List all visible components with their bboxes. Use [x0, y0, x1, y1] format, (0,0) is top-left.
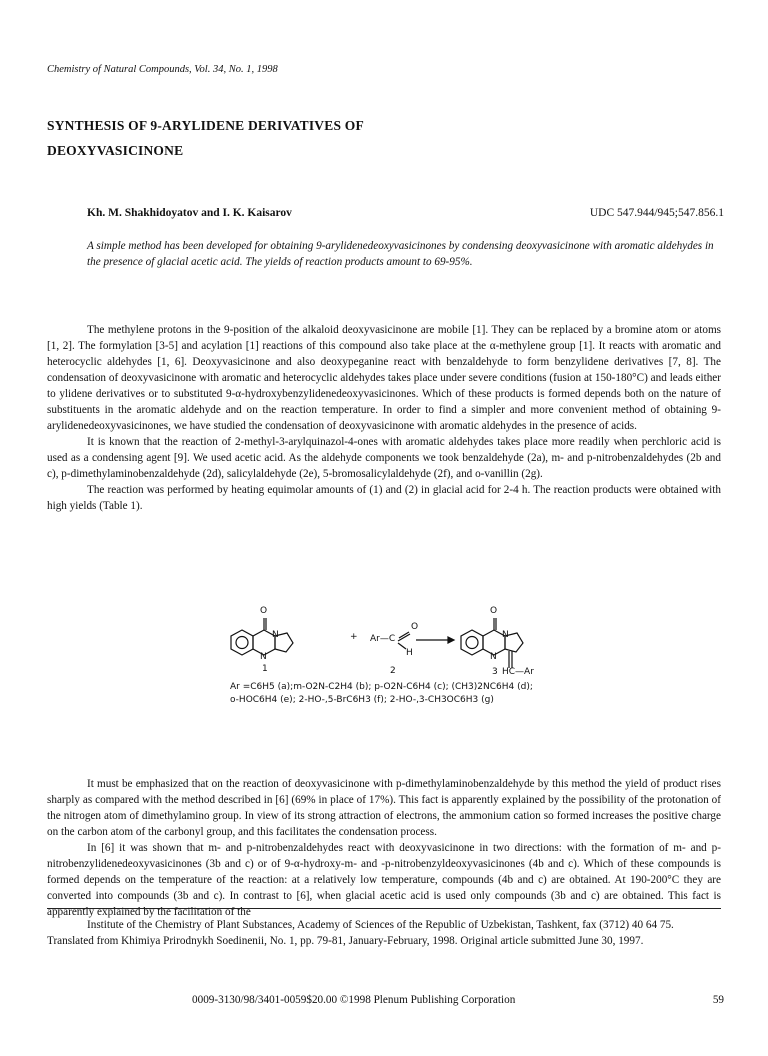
abstract: A simple method has been developed for obtaining 9-arylidenedeoxyvasicinones by condensing deoxyvasicinone with aromatic aldehydes in the presence of glacial acetic acid. The yields of reaction products amount to 69-95%.: [87, 240, 714, 268]
paragraph: The reaction was performed by heating equimolar amounts of (1) and (2) in glacial acid for 2-4 h. The reaction products were obtained with high yields (Table 1).: [47, 484, 721, 512]
title-line-1: SYNTHESIS OF 9-ARYLIDENE DERIVATIVES OF: [47, 118, 364, 133]
n-label-1a: N: [272, 630, 279, 640]
footnote-text: Institute of the Chemistry of Plant Substances, Academy of Sciences of the Republic of Uzbekistan, Tashkent, fax (3712) 40 64 75. Translated from Khimiya Prirodnykh Soedinenii, No. 1, pp. 79-81, January-February, 1998. Original article submitted June 30, 1997.: [47, 919, 674, 947]
article-title: [47, 113, 364, 163]
aldehyde-h-label: H: [406, 648, 413, 658]
hc-ar-label: HC—Ar: [502, 667, 534, 677]
page-number: 59: [712, 994, 724, 1006]
n-label-3b: N: [490, 652, 497, 662]
carbonyl-o-label-1: O: [260, 606, 268, 616]
aromatic-circle-3: [466, 637, 478, 649]
compound-label-2: 2: [390, 666, 396, 676]
n-label-1b: N: [260, 652, 267, 662]
benzene-ring-3: [461, 630, 483, 655]
journal-citation: Chemistry of Natural Compounds, Vol. 34, No. 1, 1998: [47, 64, 278, 75]
benzene-ring-1: [231, 630, 253, 655]
scheme-legend: [230, 681, 533, 707]
udc-code: UDC 547.944/945;547.856.1: [589, 207, 724, 219]
authors: Kh. M. Shakhidoyatov and I. K. Kaisarov: [87, 207, 292, 219]
aromatic-circle-1: [236, 637, 248, 649]
paragraph: It is known that the reaction of 2-methyl-3-arylquinazol-4-ones with aromatic aldehydes takes place more readily when perchloric acid is used as a condensing agent [9]. We used acetic acid. As the aldehyde components we took benzaldehyde (2a), m- and p-nitrobenzaldehydes (2b and c), p-dimethylaminobenzaldehyde (2d), salicylaldehyde (2e), 5-bromosalicylaldehyde (2f), and o-vanillin (2g).: [47, 436, 721, 480]
copyright-line: 0009-3130/98/3401-0059$20.00 ©1998 Plenum Publishing Corporation: [192, 994, 516, 1006]
body-text-top: [47, 322, 721, 514]
footnote-divider: [47, 908, 721, 909]
plus-sign: +: [350, 632, 358, 642]
carbonyl-o-label-3: O: [490, 606, 498, 616]
paragraph: It must be emphasized that on the reaction of deoxyvasicinone with p-dimethylaminobenzaldehyde by this method the yield of product rises sharply as compared with the method described in [6] (69% in place of 17%). This fact is apparently explained by the possibility of the protonation of the nitrogen atom of dimethylamino group. In view of its strong attraction of electrons, the ammonium cation so formed increases the positive charge on the carbon atom of the carbonyl group, and this facilitates the condensation process.: [47, 778, 721, 838]
ar-c-label: Ar—C: [370, 634, 396, 644]
legend-line-2: o-HOC6H4 (e); 2-HO-,5-BrC6H3 (f); 2-HO-,3-CH3OC6H3 (g): [230, 695, 494, 705]
title-line-2: DEOXYVASICINONE: [47, 143, 184, 158]
body-text-bottom: [47, 776, 721, 920]
paragraph: In [6] it was shown that m- and p-nitrobenzaldehydes react with deoxyvasicinone in two directions: with the formation of m- and p-nitrobenzylidenedeoxyvasicinones (3b and c) or of 9-α-hydroxy-m- and -p-nitrobenzyldeoxyvasicinones (4b and c). Which of these compounds is formed depends on the temperature of the reaction: at a relatively low temperature, compounds (4b and c) are obtained. At 190-200°C they are converted into compounds (3b and c). In contrast to [6], when glacial acetic acid is used only compounds (3b and c) are obtained. This fact is apparently explained by the facilitation of the: [47, 842, 721, 918]
compound-label-3: 3: [492, 667, 498, 677]
compound-label-1: 1: [262, 664, 268, 674]
aldehyde-o-label: O: [411, 622, 419, 632]
footnote: [47, 917, 721, 949]
paragraph: The methylene protons in the 9-position of the alkaloid deoxyvasicinone are mobile [1]. They can be replaced by a bromine atom or atoms [1, 2]. The formylation [3-5] and acylation [1] reactions of this compound also take place at the α-methylene group [1]. It reacts with aromatic and heterocyclic aldehydes [1, 6]. Deoxyvasicinone and also deoxypeganine react with benzaldehyde to form benzylidene derivatives [7, 8]. The condensation of deoxyvasicinone with aromatic and heterocyclic aldehydes takes place under severe conditions (fusion at 150-180°C) and leads either to ylidene derivatives or to substituted 9-α-hydroxybenzylidenedeoxyvasicinones. Which of these products is formed depends both on the nature of substituents in the aromatic aldehyde and on the reaction temperature. In order to find a simpler and more convenient method of obtaining 9-arylidenedeoxyvasicinones, we have studied the condensation of deoxyvasicinone with aromatic aldehydes in the presence of acids.: [47, 324, 721, 432]
legend-line-1: Ar =C6H5 (a);m-O2N-C2H4 (b); p-O2N-C6H4 (c); (CH3)2NC6H4 (d);: [230, 682, 533, 692]
n-label-3a: N: [502, 630, 509, 640]
